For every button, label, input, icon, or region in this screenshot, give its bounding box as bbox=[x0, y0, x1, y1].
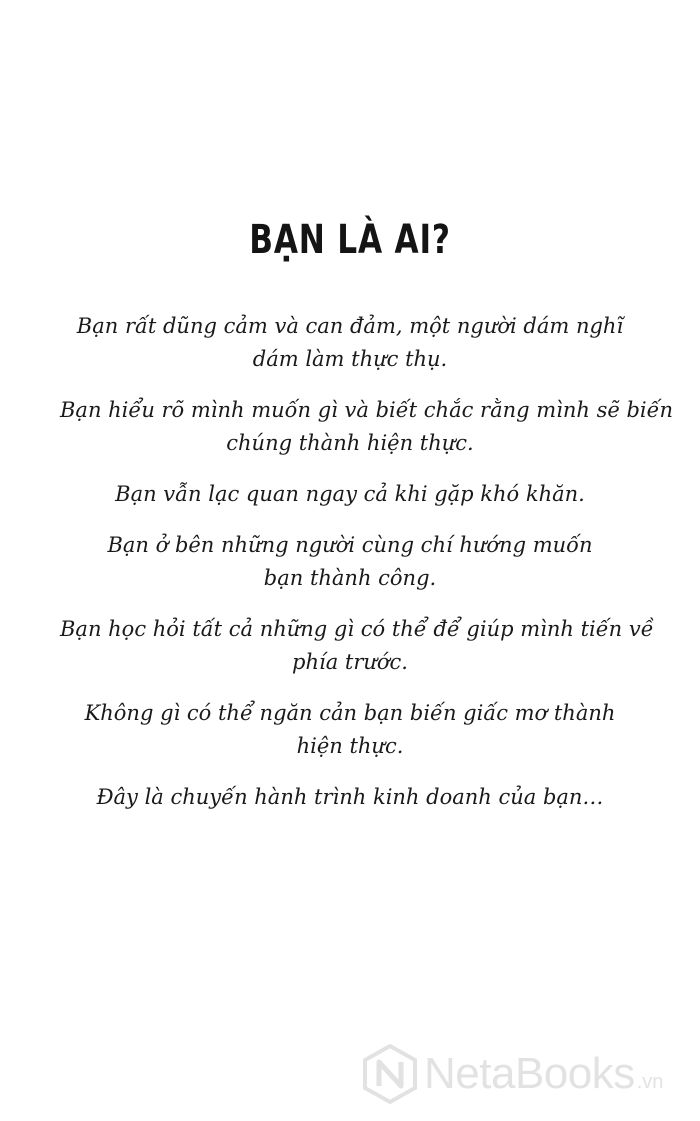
paragraph-7 bbox=[60, 781, 640, 814]
page-title: BẠN LÀ AI? bbox=[249, 216, 451, 263]
paragraph-6 bbox=[60, 697, 640, 763]
paragraph-line: phía trước. bbox=[292, 650, 408, 674]
paragraph-3 bbox=[60, 478, 640, 511]
paragraph-line: Bạn rất dũng cảm và can đảm, một người dám nghĩ bbox=[76, 314, 624, 338]
paragraph-line: Bạn vẫn lạc quan ngay cả khi gặp khó khăn. bbox=[115, 482, 585, 506]
body-text bbox=[60, 310, 674, 832]
paragraph-1 bbox=[60, 310, 640, 376]
netabooks-logo-icon bbox=[362, 1044, 418, 1104]
paragraph-line: Bạn học hỏi tất cả những gì có thể để giúp mình tiến về bbox=[60, 617, 654, 641]
watermark-text: NetaBooks bbox=[424, 1049, 635, 1098]
watermark bbox=[362, 1044, 663, 1104]
paragraph-4 bbox=[60, 529, 640, 595]
paragraph-5 bbox=[60, 613, 654, 679]
paragraph-line: hiện thực. bbox=[296, 734, 404, 758]
paragraph-line: chúng thành hiện thực. bbox=[226, 431, 474, 455]
watermark-suffix: .vn bbox=[636, 1070, 664, 1093]
paragraph-line: Đây là chuyến hành trình kinh doanh của bạn… bbox=[96, 785, 604, 809]
paragraph-line: Bạn ở bên những người cùng chí hướng muốn bbox=[107, 533, 593, 557]
paragraph-line: Không gì có thể ngăn cản bạn biến giấc mơ thành bbox=[84, 701, 616, 725]
paragraph-line: Bạn hiểu rõ mình muốn gì và biết chắc rằng mình sẽ biến bbox=[60, 398, 674, 422]
paragraph-2 bbox=[60, 394, 674, 460]
paragraph-line: bạn thành công. bbox=[263, 566, 437, 590]
paragraph-line: dám làm thực thụ. bbox=[252, 347, 448, 371]
